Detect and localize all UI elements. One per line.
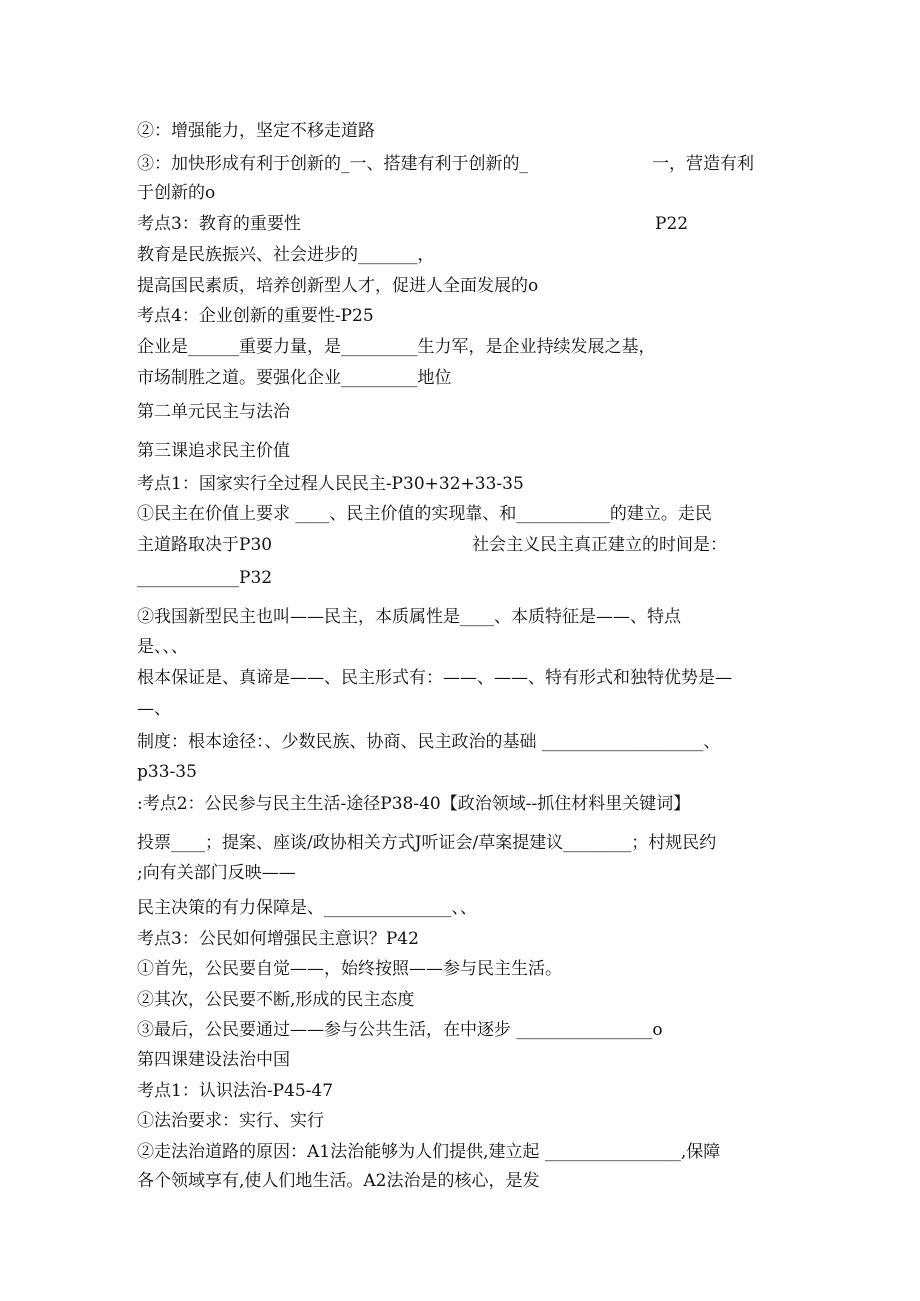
text-line: ①首先，公民要自觉——，始终按照——参与民主生活。 <box>137 959 562 979</box>
heading-kaodian: 考点4：企业创新的重要性-P25 <box>137 306 374 326</box>
lesson-heading: 第三课追求民主价值 <box>137 441 290 461</box>
unit-heading: 第二单元民主与法治 <box>137 402 290 422</box>
text-line: 民主决策的有力保障是、_______________、、 <box>137 898 477 918</box>
heading-kaodian: 考点3：教育的重要性 <box>137 214 301 234</box>
text-line: 根本保证是、真谛是——、民主形式有：——、——、特有形式和独特优势是— <box>137 668 732 688</box>
text-line: ①民主在价值上要求 ____、民主价值的实现靠、和___________的建立。走民 <box>137 504 712 524</box>
text-line: ____________P32 <box>137 568 273 588</box>
text-line: ③：加快形成有利于创新的_一、搭建有利于创新的_ <box>137 154 528 174</box>
text-line: 教育是民族振兴、社会进步的_______， <box>137 245 435 265</box>
text-line: 制度：根本途径：、少数民族、协商、民主政治的基础 ___________________、 <box>137 732 721 752</box>
text-line: 是、、、 <box>137 637 188 657</box>
heading-kaodian: 考点1：认识法治-P45-47 <box>137 1081 334 1101</box>
text-line: 企业是______重要力量，是_________生力军，是企业持续发展之基， <box>137 337 656 357</box>
text-line: 主道路取决于P30 <box>137 535 273 555</box>
text-line: 市场制胜之道。要强化企业_________地位 <box>137 368 452 388</box>
heading-kaodian: :考点2：公民参与民主生活-途径P38-40【政治领域--抓住材料里关键词】 <box>137 794 691 814</box>
text-line: ①法治要求：实行、实行 <box>137 1111 324 1131</box>
text-line: 投票____；提案、座谈/政协相关方式J听证会/草案提建议________；村规民约 <box>137 833 717 853</box>
text-line: 社会主义民主真正建立的时间是： <box>472 535 727 555</box>
lesson-heading: 第四课建设法治中国 <box>137 1050 290 1070</box>
text-line: ③最后，公民要通过——参与公共生活，在中逐步 ________________o <box>137 1020 663 1040</box>
text-line: ②走法治道路的原因：A1法治能够为人们提供,建立起 ________________,保障 <box>137 1142 721 1162</box>
page-ref: P22 <box>655 214 689 234</box>
text-line: ②其次，公民要不断,形成的民主态度 <box>137 990 415 1010</box>
text-line: 于创新的o <box>137 183 216 203</box>
text-line: ②我国新型民主也叫——民主，本质属性是____、本质特征是——、特点 <box>137 607 681 627</box>
text-line: p33-35 <box>137 762 197 782</box>
text-line: —、 <box>137 699 171 719</box>
text-line: 各个领域享有,使人们地生活。A2法治是的核心，是发 <box>137 1171 540 1191</box>
text-line: 一，营造有利 <box>652 154 754 174</box>
heading-kaodian: 考点3：公民如何增强民主意识？P42 <box>137 929 419 949</box>
text-line: 提高国民素质，培养创新型人才，促进人全面发展的o <box>137 276 539 296</box>
text-line: ②：增强能力，坚定不移走道路 <box>137 121 375 141</box>
heading-kaodian: 考点1：国家实行全过程人民民主-P30+32+33-35 <box>137 474 524 494</box>
text-line: ;向有关部门反映—— <box>137 863 296 883</box>
